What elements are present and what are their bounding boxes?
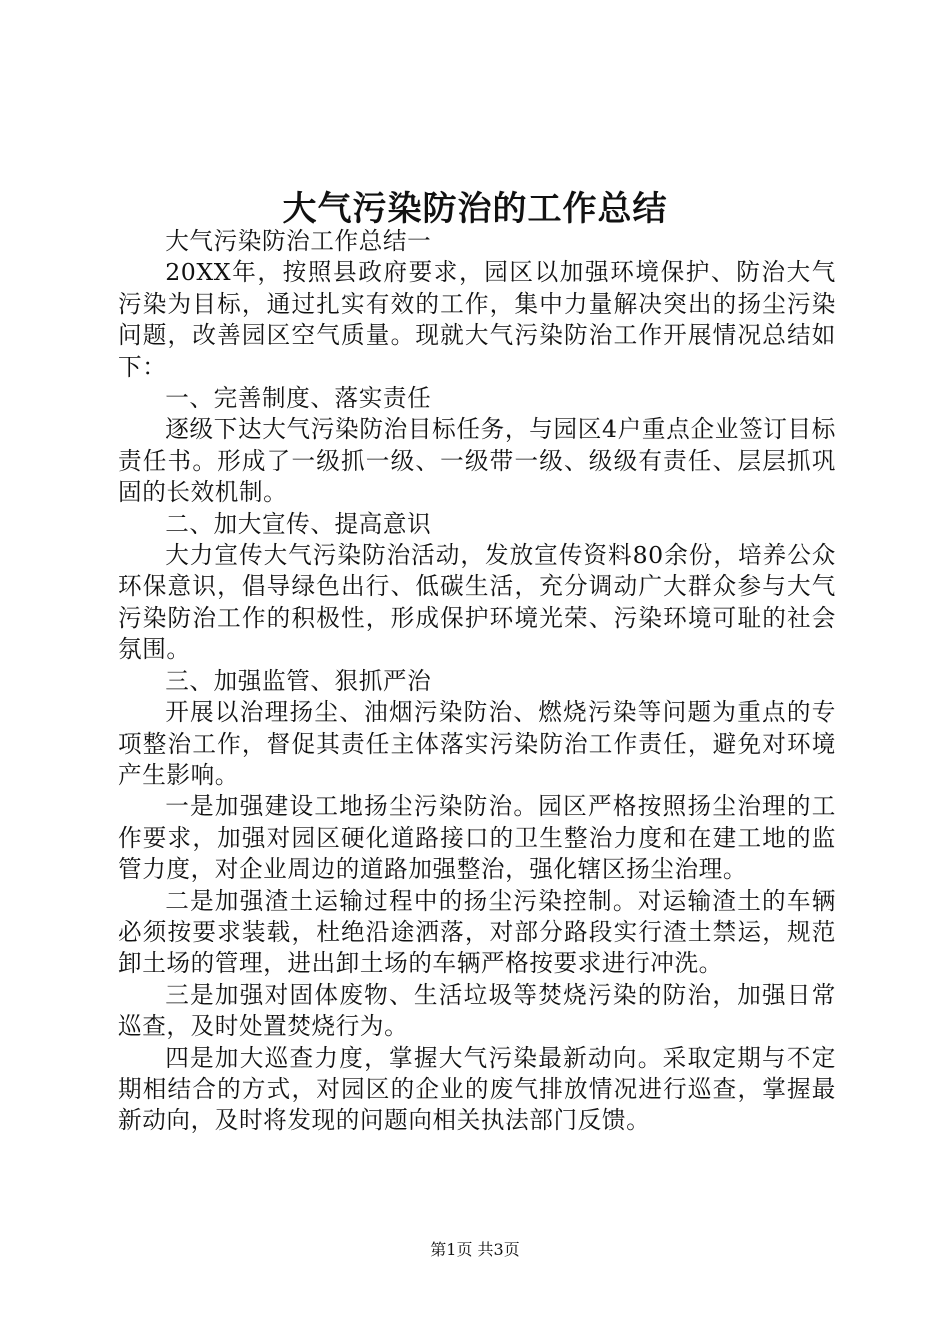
body-paragraph: 二是加强渣土运输过程中的扬尘污染控制。对运输渣土的车辆必须按要求装载，杜绝沿途洒落，对部分路段实行渣土禁运，规范卸土场的管理，进出卸土场的车辆严格按要求进行冲洗。 xyxy=(118,886,836,978)
section-heading-intro: 大气污染防治工作总结一 xyxy=(165,227,432,255)
document-body xyxy=(118,226,836,1137)
section-heading-3: 三、加强监管、狠抓严治 xyxy=(165,666,432,695)
section-heading-1: 一、完善制度、落实责任 xyxy=(165,384,432,413)
body-paragraph: 四是加大巡查力度，掌握大气污染最新动向。采取定期与不定期相结合的方式，对园区的企业的废气排放情况进行巡查，掌握最新动向，及时将发现的问题向相关执法部门反馈。 xyxy=(118,1043,836,1135)
page-title: 大气污染防治的工作总结 xyxy=(282,189,668,229)
section-heading-2: 二、加大宣传、提高意识 xyxy=(165,509,432,538)
body-paragraph: 三是加强对固体废物、生活垃圾等焚烧污染的防治，加强日常巡查，及时处置焚烧行为。 xyxy=(118,980,836,1041)
body-paragraph: 一是加强建设工地扬尘污染防治。园区严格按照扬尘治理的工作要求，加强对园区硬化道路接口的卫生整治力度和在建工地的监管力度，对企业周边的道路加强整治，强化辖区扬尘治理。 xyxy=(118,792,836,884)
body-paragraph: 20XX年，按照县政府要求，园区以加强环境保护、防治大气污染为目标，通过扎实有效的工作，集中力量解决突出的扬尘污染问题，改善园区空气质量。现就大气污染防治工作开展情况总结如下： xyxy=(118,258,836,381)
body-paragraph: 逐级下达大气污染防治目标任务，与园区4户重点企业签订目标责任书。形成了一级抓一级、一级带一级、级级有责任、层层抓巩固的长效机制。 xyxy=(118,415,836,507)
body-paragraph: 开展以治理扬尘、油烟污染防治、燃烧污染等问题为重点的专项整治工作，督促其责任主体落实污染防治工作责任，避免对环境产生影响。 xyxy=(118,698,836,789)
page-number-footer: 第1页 共3页 xyxy=(430,1240,520,1259)
body-paragraph: 大力宣传大气污染防治活动，发放宣传资料80余份，培养公众环保意识，倡导绿色出行、低碳生活，充分调动广大群众参与大气污染防治工作的积极性，形成保护环境光荣、污染环境可耻的社会氛围。 xyxy=(118,541,836,664)
